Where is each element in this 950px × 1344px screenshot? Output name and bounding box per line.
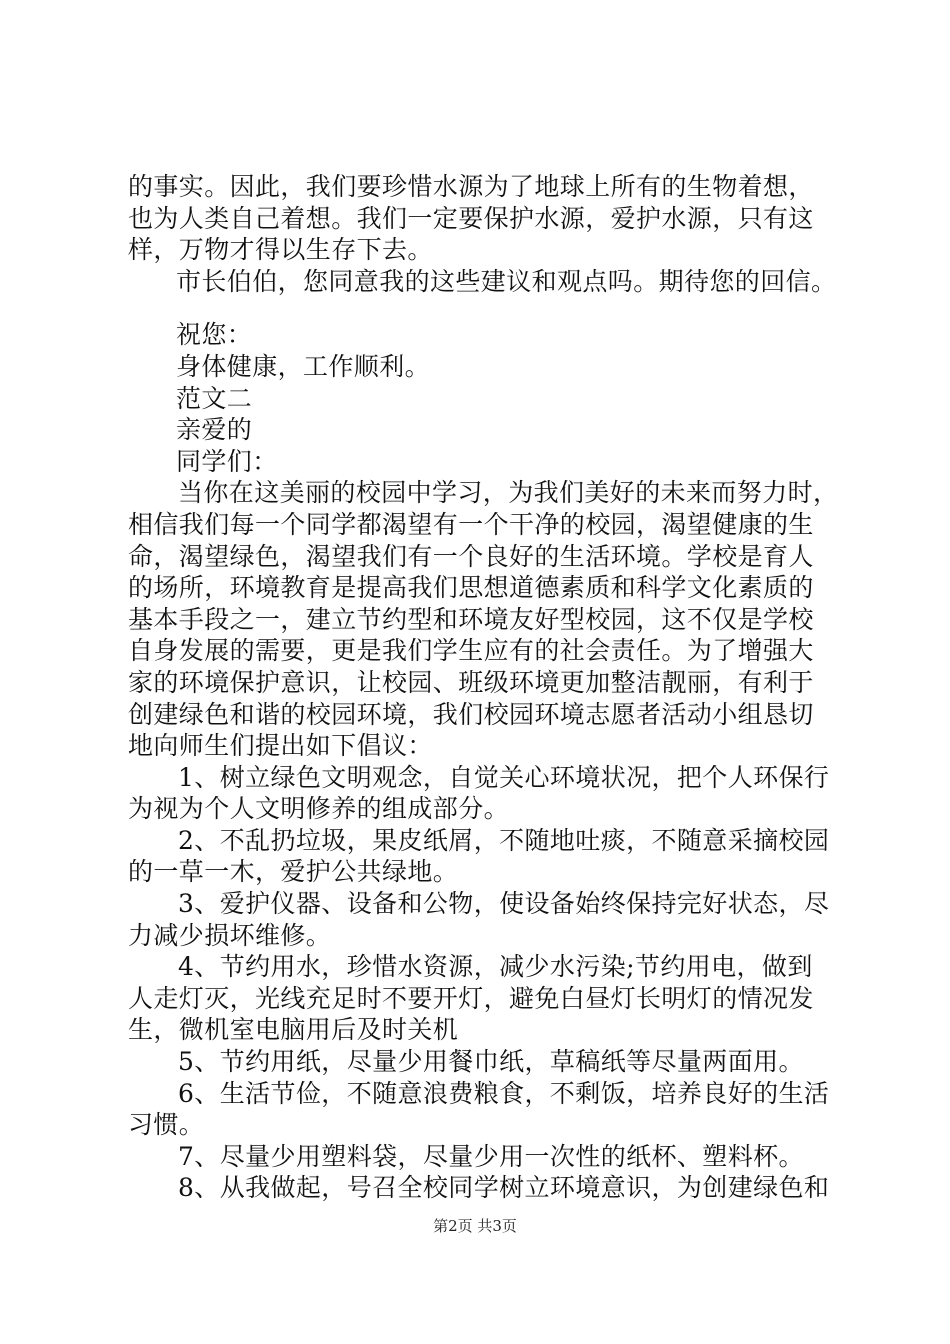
section-heading: 范文二: [176, 383, 253, 413]
text-line: 的场所，环境教育是提高我们思想道德素质和科学文化素质的: [128, 573, 814, 603]
salutation-line: 亲爱的: [176, 415, 253, 445]
text-line: 基本手段之一，建立节约型和环境友好型校园，这不仅是学校: [128, 604, 814, 634]
text-line: 命，渴望绿色，渴望我们有一个良好的生活环境。学校是育人: [128, 541, 814, 571]
text-line: 市长伯伯，您同意我的这些建议和观点吗。期待您的回信。: [176, 266, 837, 296]
text-line: 自身发展的需要，更是我们学生应有的社会责任。为了增强大: [128, 636, 814, 666]
text-line: 也为人类自己着想。我们一定要保护水源，爱护水源，只有这: [128, 203, 814, 233]
list-item: 8、从我做起，号召全校同学树立环境意识，为创建绿色和: [178, 1173, 830, 1203]
list-item: 4、节约用水，珍惜水资源，减少水污染;节约用电，做到: [178, 952, 813, 982]
text-line: 生，微机室电脑用后及时关机: [128, 1015, 459, 1045]
list-item: 7、尽量少用塑料袋，尽量少用一次性的纸杯、塑料杯。: [178, 1141, 804, 1171]
paragraph-gap: [128, 297, 838, 319]
text-line: 家的环境保护意识，让校园、班级环境更加整洁靓丽，有利于: [128, 667, 814, 697]
list-item: 5、节约用纸，尽量少用餐巾纸，草稿纸等尽量两面用。: [178, 1047, 804, 1077]
text-line: 的一草一木，爱护公共绿地。: [128, 857, 459, 887]
body-text: [128, 171, 838, 1204]
list-item: 6、生活节俭，不随意浪费粮食，不剩饭，培养良好的生活: [178, 1078, 830, 1108]
list-item: 2、不乱扔垃圾，果皮纸屑，不随地吐痰，不随意采摘校园: [178, 825, 830, 855]
text-line: 习惯。: [128, 1110, 205, 1140]
list-item: 3、爱护仪器、设备和公物，使设备始终保持完好状态，尽: [178, 889, 830, 919]
greeting-line: 身体健康，工作顺利。: [176, 351, 431, 381]
salutation-line: 同学们：: [176, 446, 278, 476]
text-line: 的事实。因此，我们要珍惜水源为了地球上所有的生物着想，: [128, 172, 814, 201]
text-line: 当你在这美丽的校园中学习，为我们美好的未来而努力时，: [178, 478, 839, 508]
page-footer: 第2页 共3页: [433, 1217, 517, 1235]
text-line: 地向师生们提出如下倡议：: [128, 731, 433, 761]
text-line: 人走灯灭，光线充足时不要开灯，避免白昼灯长明灯的情况发: [128, 983, 814, 1013]
text-line: 样，万物才得以生存下去。: [128, 235, 433, 265]
list-item: 1、树立绿色文明观念，自觉关心环境状况，把个人环保行: [178, 762, 830, 792]
text-line: 为视为个人文明修养的组成部分。: [128, 794, 510, 824]
text-line: 创建绿色和谐的校园环境，我们校园环境志愿者活动小组恳切: [128, 699, 814, 729]
greeting-line: 祝您：: [176, 320, 253, 350]
text-line: 力减少损坏维修。: [128, 920, 332, 950]
text-line: 相信我们每一个同学都渴望有一个干净的校园，渴望健康的生: [128, 509, 814, 539]
